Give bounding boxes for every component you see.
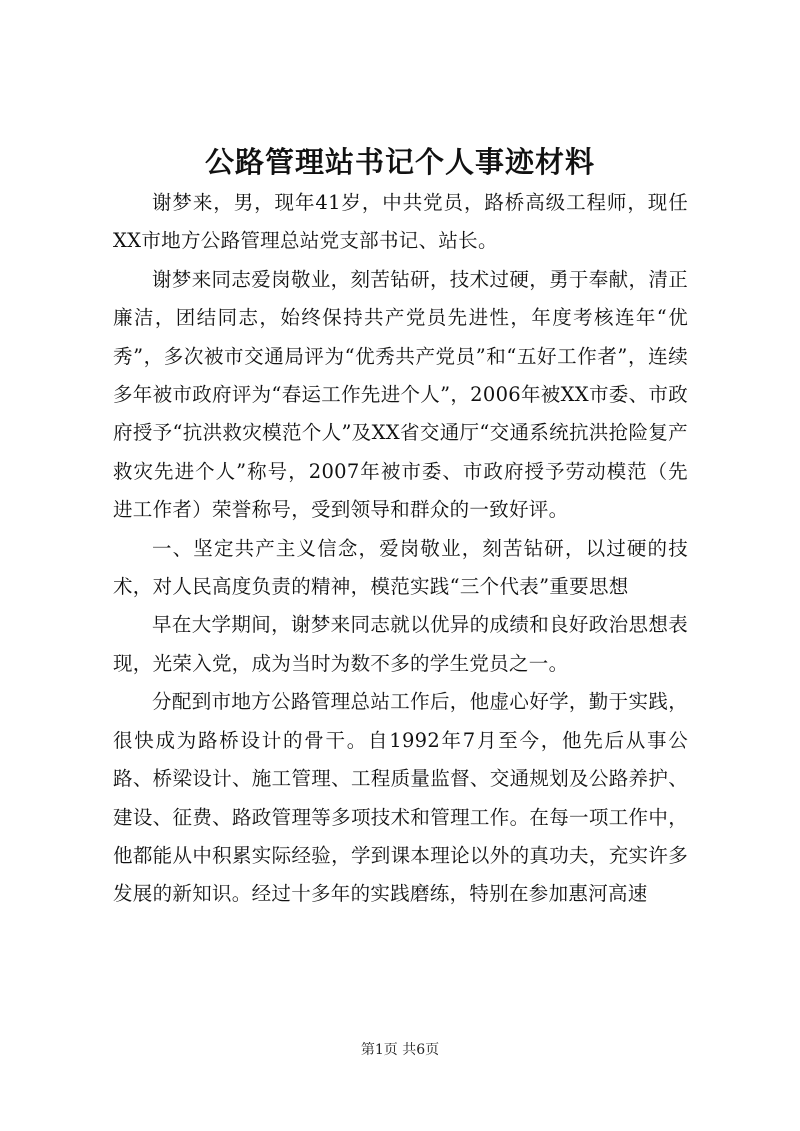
section-heading-1: 一、坚定共产主义信念，爱岗敬业，刻苦钻研，以过硬的技术，对人民高度负责的精神，模范实践“三个代表”重要思想 <box>113 536 688 599</box>
paragraph-intro: 谢梦来，男，现年41岁，中共党员，路桥高级工程师，现任XX市地方公路管理总站党支部书记、站长。 <box>113 191 688 253</box>
paragraph-career: 分配到市地方公路管理总站工作后，他虚心好学，勤于实践，很快成为路桥设计的骨干。自1992年7月至今，他先后从事公路、桥梁设计、施工管理、工程质量监督、交通规划及公路养护、建设、征费、路政管理等多项技术和管理工作。在每一项工作中，他都能从中积累实际经验，学到课本理论以外的真功夫，充实许多发展的新知识。经过十多年的实践磨练，特别在参加惠河高速 <box>113 690 688 906</box>
document-title: 公路管理站书记个人事迹材料 <box>204 145 595 179</box>
paragraph-honors: 谢梦来同志爱岗敬业，刻苦钻研，技术过硬，勇于奉献，清正廉洁，团结同志，始终保持共产党员先进性，年度考核连年“优秀”，多次被市交通局评为“优秀共产党员”和“五好工作者”，连续多年被市政府评为“春运工作先进个人”，2006年被XX市委、市政府授予“抗洪救灾模范个人”及XX省交通厅“交通系统抗洪抢险复产救灾先进个人”称号，2007年被市委、市政府授予劳动模范（先进工作者）荣誉称号，受到领导和群众的一致好评。 <box>113 267 688 522</box>
page-footer: 第1页 共6页 <box>360 1042 440 1058</box>
document-body <box>113 184 688 914</box>
paragraph-university: 早在大学期间，谢梦来同志就以优异的成绩和良好政治思想表现，光荣入党，成为当时为数不多的学生党员之一。 <box>113 613 688 675</box>
